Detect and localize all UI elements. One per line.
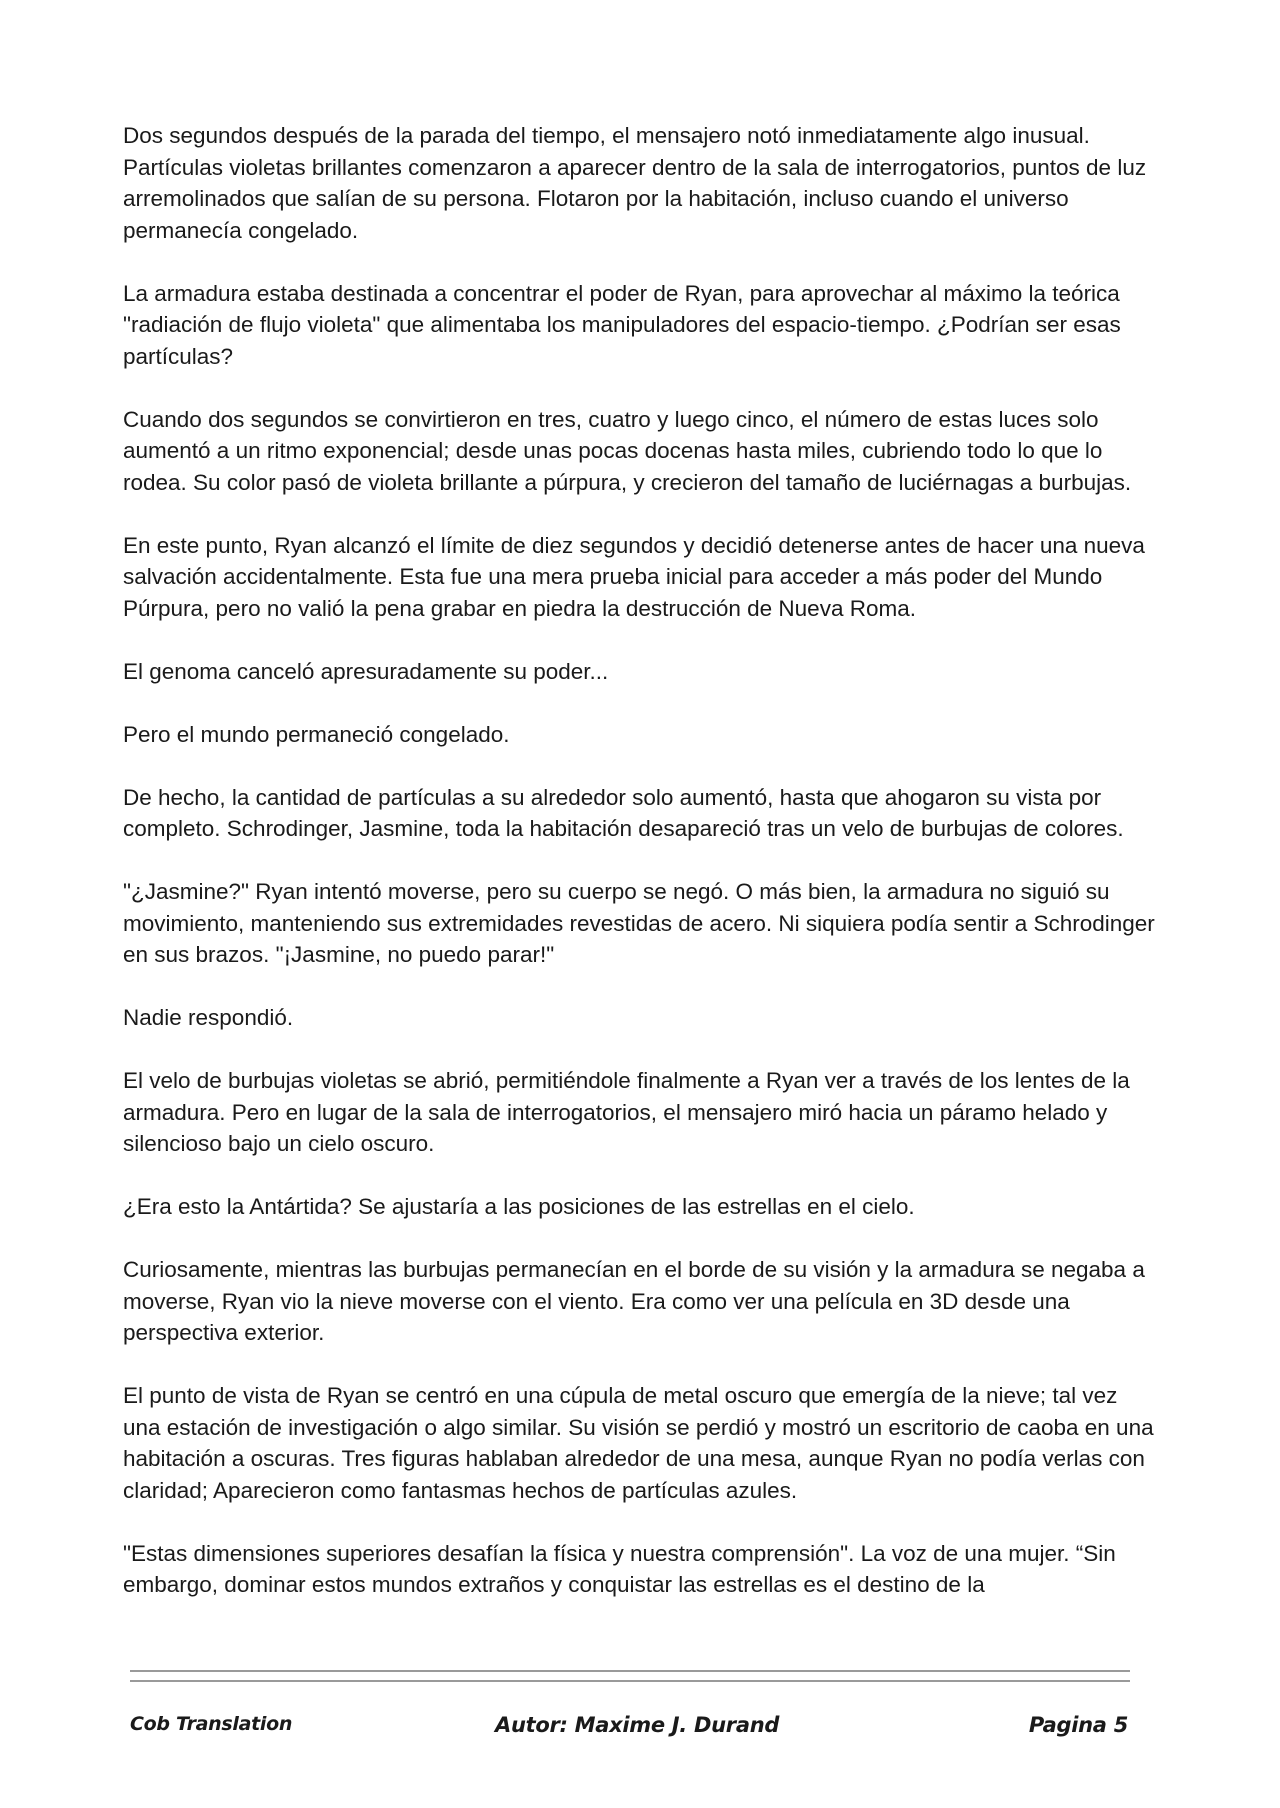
paragraph: En este punto, Ryan alcanzó el límite de diez segundos y decidió detenerse antes de hacer una nueva salvación accidentalmente. Esta fue una mera prueba inicial para acceder a más poder del Mundo Púrpura, pero no valió la pena grabar en piedra la destrucción de Nueva Roma. — [123, 532, 1145, 621]
paragraph: Cuando dos segundos se convirtieron en tres, cuatro y luego cinco, el número de estas luces solo aumentó a un ritmo exponencial; desde unas pocas docenas hasta miles, cubriendo todo lo que lo rodea. Su color pasó de violeta brillante a púrpura, y crecieron del tamaño de luciérnagas a burbujas. — [123, 406, 1132, 495]
paragraph: La armadura estaba destinada a concentrar el poder de Ryan, para aprovechar al máximo la teórica "radiación de flujo violeta" que alimentaba los manipuladores del espacio-tiempo. ¿Podrían ser esas partículas? — [123, 280, 1121, 369]
paragraph: El genoma canceló apresuradamente su poder... — [123, 658, 609, 684]
paragraph: Nadie respondió. — [123, 1005, 294, 1030]
page-body — [123, 120, 1158, 1601]
paragraph: ¿Era esto la Antártida? Se ajustaría a las posiciones de las estrellas en el cielo. — [123, 1194, 915, 1219]
paragraph: Pero el mundo permaneció congelado. — [123, 721, 510, 747]
paragraph: "¿Jasmine?" Ryan intentó moverse, pero su cuerpo se negó. O más bien, la armadura no siguió su movimiento, manteniendo sus extremidades revestidas de acero. Ni siquiera podía sentir a Schrodinger en sus brazos. "¡Jasmine, no puedo parar!" — [123, 879, 1155, 967]
footer-divider-top — [130, 1670, 1130, 1672]
paragraph: De hecho, la cantidad de partículas a su alrededor solo aumentó, hasta que ahogaron su vista por completo. Schrodinger, Jasmine, toda la habitación desapareció tras un velo de burbujas de colores. — [123, 784, 1124, 841]
paragraph: Curiosamente, mientras las burbujas permanecían en el borde de su visión y la armadura se negaba a moverse, Ryan vio la nieve moverse con el viento. Era como ver una película en 3D desde una perspectiva exterior. — [123, 1257, 1145, 1345]
paragraph: El velo de burbujas violetas se abrió, permitiéndole finalmente a Ryan ver a través de los lentes de la armadura. Pero en lugar de la sala de interrogatorios, el mensajero miró hacia un páramo helado y silencioso bajo un cielo oscuro. — [123, 1068, 1130, 1156]
paragraph: Dos segundos después de la parada del tiempo, el mensajero notó inmediatamente algo inusual. Partículas violetas brillantes comenzaron a aparecer dentro de la sala de interrogatorios, puntos de luz arremolinados que salían de su persona. Flotaron por la habitación, incluso cuando el universo permanecía congelado. — [123, 123, 1147, 243]
paragraph: "Estas dimensiones superiores desafían la física y nuestra comprensión". La voz de una mujer. “Sin embargo, dominar estos mundos extraños y conquistar las estrellas es el destino de la — [123, 1540, 1116, 1597]
footer-author: Autor: Maxime J. Durand — [495, 1713, 780, 1737]
footer-page-number: Pagina 5 — [1028, 1713, 1128, 1737]
footer-translator: Cob Translation — [130, 1713, 293, 1735]
paragraph: El punto de vista de Ryan se centró en una cúpula de metal oscuro que emergía de la nieve; tal vez una estación de investigación o algo similar. Su visión se perdió y mostró un escritorio de caoba en una habitación a oscuras. Tres figuras hablaban alrededor de una mesa, aunque Ryan no podía verlas con claridad; Aparecieron como fantasmas hechos de partículas azules. — [123, 1383, 1154, 1503]
footer-divider-bottom — [130, 1680, 1130, 1682]
page-footer — [128, 1713, 1128, 1747]
